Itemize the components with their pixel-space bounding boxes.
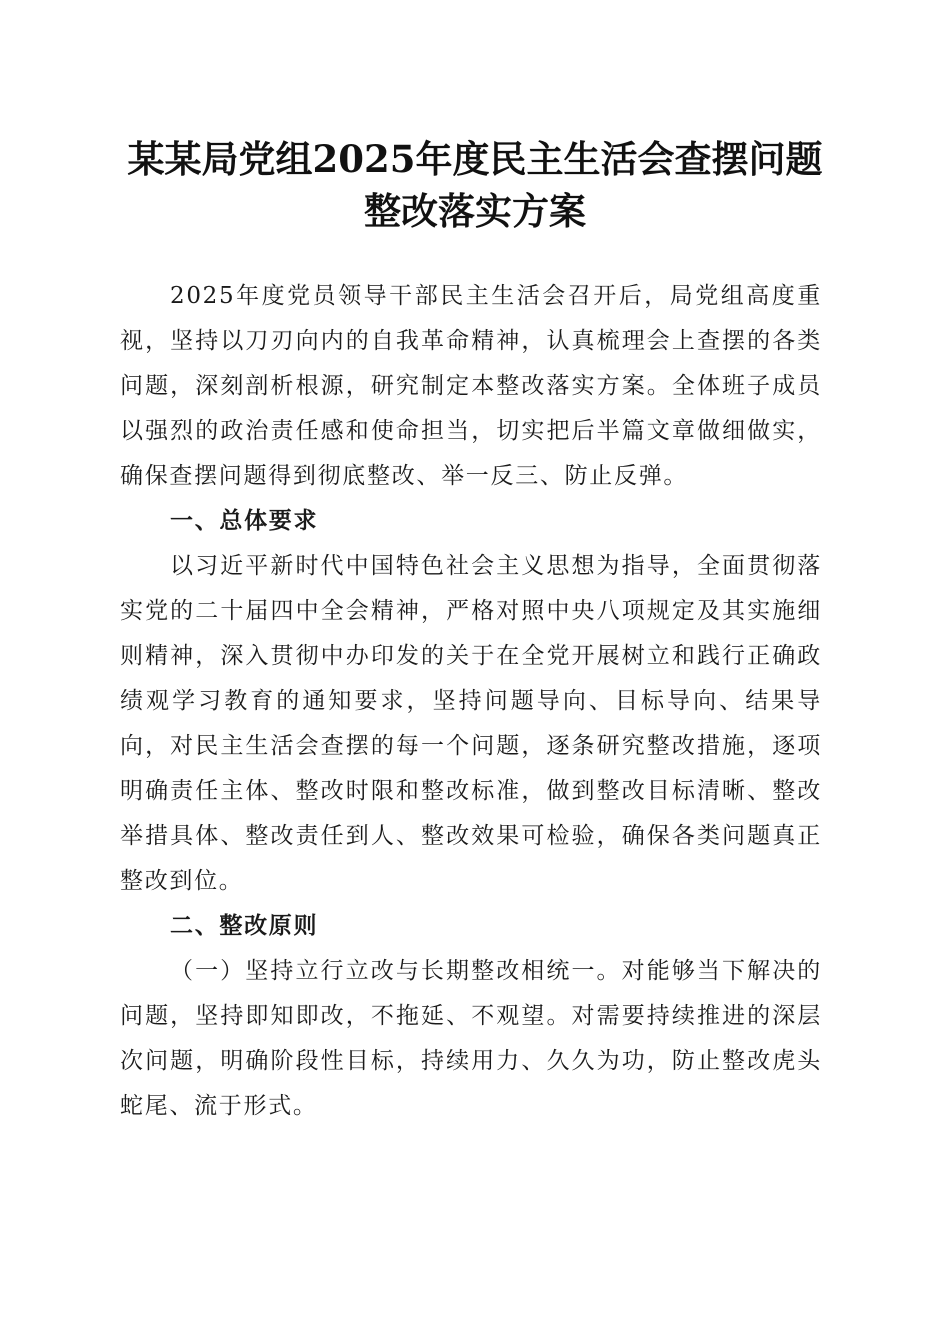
section-paragraph-rectification-principles: （一）坚持立行立改与长期整改相统一。对能够当下解决的问题，坚持即知即改，不拖延、不观望。对需要持续推进的深层次问题，明确阶段性目标，持续用力、久久为功，防止整改虎头蛇尾、流于形式。	[120, 958, 822, 1119]
section-heading-rectification-principles: 二、整改原则	[170, 913, 319, 939]
document-body	[120, 274, 822, 1129]
section-paragraph-general-requirements: 以习近平新时代中国特色社会主义思想为指导，全面贯彻落实党的二十届四中全会精神，严格对照中央八项规定及其实施细则精神，深入贯彻中办印发的关于在全党开展树立和践行正确政绩观学习教育的通知要求，坚持问题导向、目标导向、结果导向，对民主生活会查摆的每一个问题，逐条研究整改措施，逐项明确责任主体、整改时限和整改标准，做到整改目标清晰、整改举措具体、整改责任到人、整改效果可检验，确保各类问题真正整改到位。	[120, 553, 822, 894]
section-heading-general-requirements: 一、总体要求	[170, 508, 319, 534]
intro-paragraph: 2025年度党员领导干部民主生活会召开后，局党组高度重视，坚持以刀刃向内的自我革命精神，认真梳理会上查摆的各类问题，深刻剖析根源，研究制定本整改落实方案。全体班子成员以强烈的政治责任感和使命担当，切实把后半篇文章做细做实，确保查摆问题得到彻底整改、举一反三、防止反弹。	[120, 283, 822, 489]
document-title: 某某局党组2025年度民主生活会查摆问题整改落实方案	[127, 137, 823, 233]
